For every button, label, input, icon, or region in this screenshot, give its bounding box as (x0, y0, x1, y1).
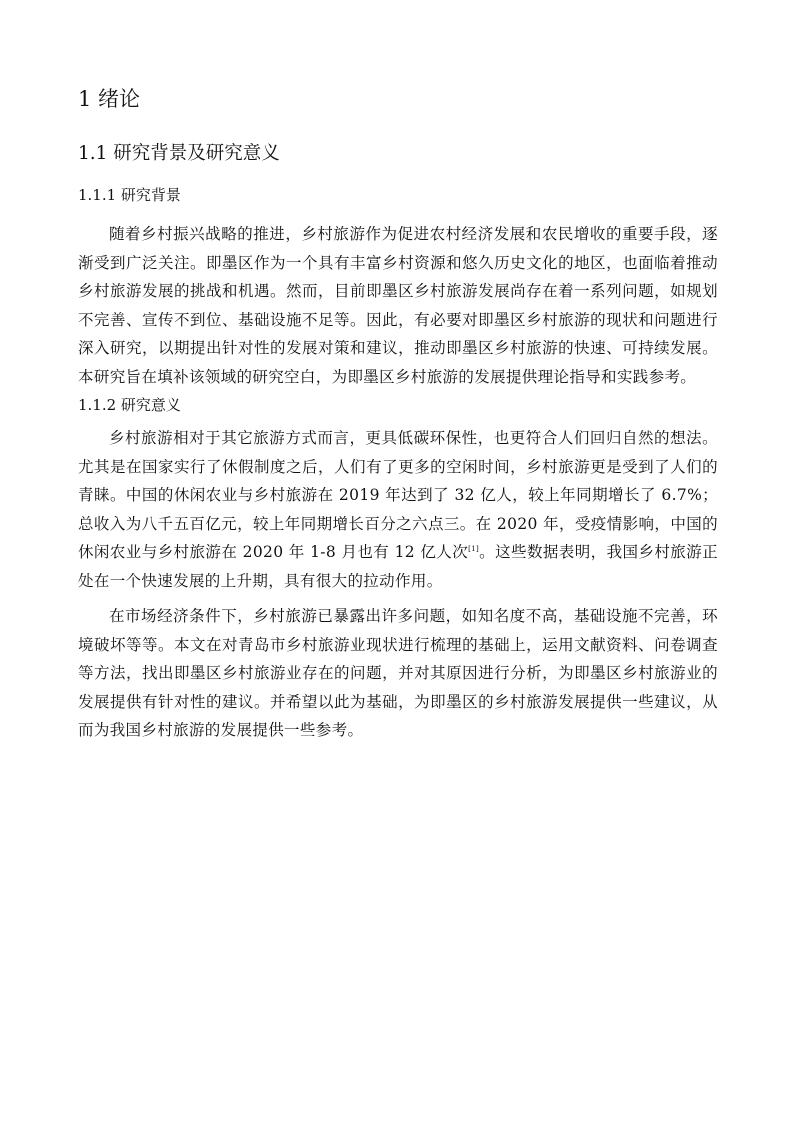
section-title: 1.1 研究背景及研究意义 (78, 143, 280, 164)
paragraph-background: 随着乡村振兴战略的推进，乡村旅游作为促进农村经济发展和农民增收的重要手段，逐渐受到广泛关注。即墨区作为一个具有丰富乡村资源和悠久历史文化的地区，也面临着推动乡村旅游发展的挑战和机遇。然而，目前即墨区乡村旅游发展尚存在着一系列问题，如规划不完善、宣传不到位、基础设施不足等。因此，有必要对即墨区乡村旅游的现状和问题进行深入研究，以期提出针对性的发展对策和建议，推动即墨区乡村旅游的快速、可持续发展。本研究旨在填补该领域的研究空白，为即墨区乡村旅游的发展提供理论指导和实践参考。 (78, 225, 718, 386)
chapter-title: 1 绪论 (78, 87, 141, 111)
paragraph-significance-1 (78, 424, 718, 595)
paragraph-text: 乡村旅游相对于其它旅游方式而言，更具低碳环保性，也更符合人们回归自然的想法。尤其是在国家实行了休假制度之后，人们有了更多的空闲时间，乡村旅游更是受到了人们的青睐。中国的休闲农业与乡村旅游在 2019 年达到了 32 亿人，较上年同期增长了 6.7%；总收入为八千五百亿元，较上年同期增长百分之六点三。在 2020 年，受疫情影响，中国的休闲农业与乡村旅游在 2020 年 1-8 月也有 12 亿人次 (78, 429, 718, 561)
citation-reference[interactable]: [1] (468, 545, 480, 553)
paragraph-significance-2: 在市场经济条件下，乡村旅游已暴露出许多问题，如知名度不高，基础设施不完善，环境破坏等等。本文在对青岛市乡村旅游业现状进行梳理的基础上，运用文献资料、问卷调查等方法，找出即墨区乡村旅游业存在的问题，并对其原因进行分析，为即墨区乡村旅游业的发展提供有针对性的建议。并希望以此为基础，为即墨区的乡村旅游发展提供一些建议，从而为我国乡村旅游的发展提供一些参考。 (78, 607, 718, 739)
subsection-title-significance: 1.1.2 研究意义 (78, 396, 181, 414)
document-body (78, 84, 718, 745)
paragraph-text: 。这些数据表明，我国乡村旅游正处在一个快速发展的上升期，具有很大的拉动作用。 (78, 543, 718, 590)
subsection-title-background: 1.1.1 研究背景 (78, 186, 181, 204)
